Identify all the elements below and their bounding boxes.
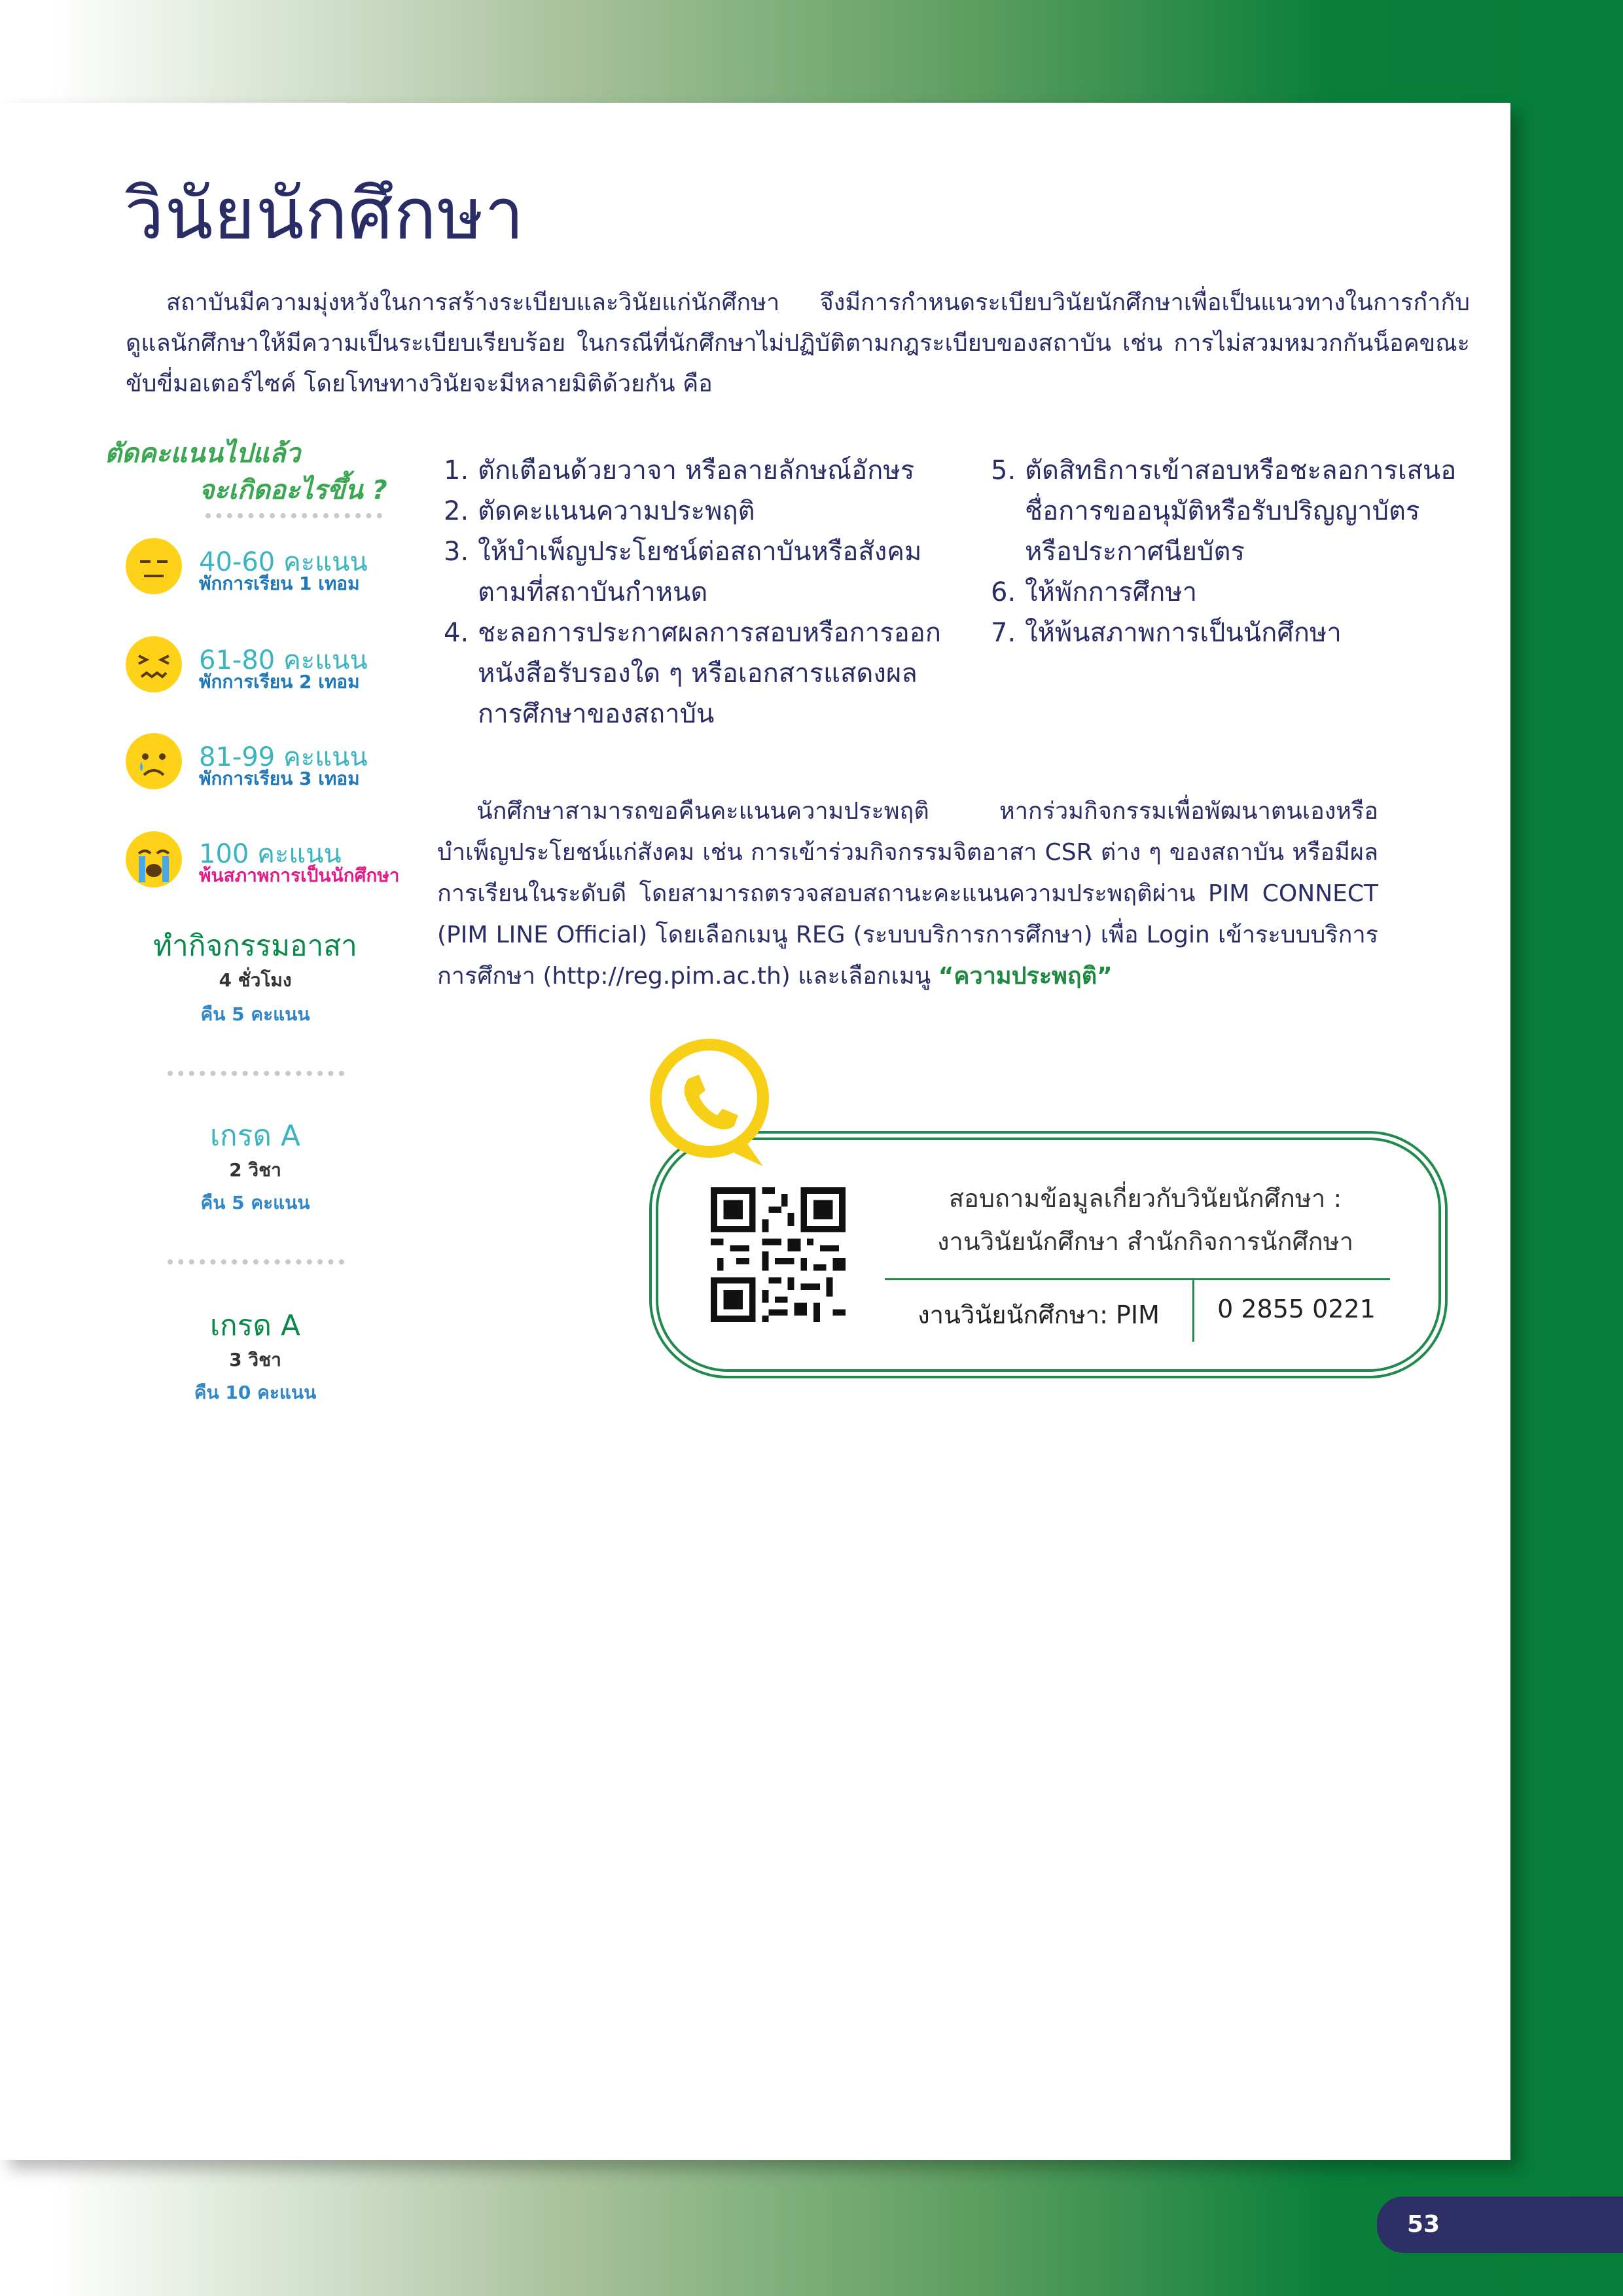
list-item xyxy=(444,450,941,491)
activity-title: เกรด A xyxy=(210,1119,300,1153)
activity-restore: คืน 5 คะแนน xyxy=(200,1192,310,1213)
sidebar-question-line2: จะเกิดอะไรขึ้น ? xyxy=(199,475,387,505)
level-penalty: พักการเรียน 3 เทอม xyxy=(199,768,360,789)
divider xyxy=(168,1259,344,1265)
confounded-face-icon xyxy=(126,636,182,692)
level-penalty: พ้นสภาพการเป็นนักศึกษา xyxy=(199,865,400,886)
activity-detail: 2 วิชา xyxy=(229,1159,281,1181)
phone-chat-icon xyxy=(644,1038,775,1169)
level-penalty: พักการเรียน 1 เทอม xyxy=(199,573,360,594)
contact-phone[interactable]: 0 2855 0221 xyxy=(1217,1295,1376,1323)
contact-divider-vertical xyxy=(1192,1280,1194,1342)
list-text: ให้บำเพ็ญประโยชน์ต่อสถาบันหรือสังคมตามที่สถาบันกำหนด xyxy=(478,537,922,607)
penalty-list-col2 xyxy=(991,450,1462,653)
activity-restore: คืน 10 คะแนน xyxy=(194,1382,317,1403)
restore-body: นักศึกษาสามารถขอคืนคะแนนความประพฤติ หากร่วมกิจกรรมเพื่อพัฒนาตนเองหรือบำเพ็ญประโยชน์แก่สังคม เช่น การเข้าร่วมกิจกรรมจิตอาสา CSR ต่าง ๆ ของสถาบัน หรือมีผลการเรียนในระดับดี โดยสามารถตรวจสอบสถานะคะแนนความประพฤติผ่าน PIM CONNECT (PIM LINE Official) โดยเลือกเมนู REG (ระบบบริการการศึกษา) เพื่อ Login เข้าระบบบริการการศึกษา (http://reg.pim.ac.th) และเลือกเมนู xyxy=(437,798,1378,990)
activity-detail: 4 ชั่วโมง xyxy=(219,969,292,991)
contact-line1: สอบถามข้อมูลเกี่ยวกับวินัยนักศึกษา : xyxy=(948,1184,1342,1213)
list-text: ตักเตือนด้วยวาจา หรือลายลักษณ์อักษร xyxy=(478,456,915,486)
level-points: 61-80 คะแนน xyxy=(199,645,368,675)
restore-paragraph xyxy=(437,791,1378,997)
divider xyxy=(205,513,382,518)
list-item xyxy=(444,613,941,734)
list-text: ตัดคะแนนความประพฤติ xyxy=(478,496,755,526)
list-number: 3. xyxy=(444,537,469,567)
divider xyxy=(168,1071,344,1076)
list-number: 6. xyxy=(991,577,1016,607)
level-points: 100 คะแนน xyxy=(199,839,342,869)
contact-unit: งานวินัยนักศึกษา: PIM xyxy=(918,1300,1160,1329)
list-number: 2. xyxy=(444,496,469,526)
list-item xyxy=(991,613,1462,653)
list-number: 7. xyxy=(991,618,1016,648)
list-text: ให้พ้นสภาพการเป็นนักศึกษา xyxy=(1025,618,1342,648)
sidebar-question-line1: ตัดคะแนนไปแล้ว xyxy=(105,439,300,469)
level-penalty: พักการเรียน 2 เทอม xyxy=(199,671,360,692)
list-item xyxy=(991,450,1462,572)
list-text: ชะลอการประกาศผลการสอบหรือการออกหนังสือรับรองใด ๆ หรือเอกสารแสดงผลการศึกษาของสถาบัน xyxy=(478,618,942,729)
intro-paragraph: สถาบันมีความมุ่งหวังในการสร้างระเบียบและวินัยแก่นักศึกษา จึงมีการกำหนดระเบียบวินัยนักศึกษาเพื่อเป็นแนวทางในการกำกับดูแลนักศึกษาให้มีความเป็นระเบียบเรียบร้อย ในกรณีที่นักศึกษาไม่ปฏิบัติตามกฎระเบียบของสถาบัน เช่น การไม่สวมหมวกกันน็อคขณะขับขี่มอเตอร์ไซค์ โดยโทษทางวินัยจะมีหลายมิติด้วยกัน คือ xyxy=(126,289,1470,397)
list-text: ตัดสิทธิการเข้าสอบหรือชะลอการเสนอชื่อการขออนุมัติหรือรับปริญญาบัตรหรือประกาศนียบัตร xyxy=(1025,456,1457,567)
activity-title: ทำกิจกรรมอาสา xyxy=(153,929,357,963)
list-number: 1. xyxy=(444,456,469,486)
loudly-crying-face-icon xyxy=(126,831,182,888)
qr-code-icon xyxy=(711,1187,846,1322)
crying-face-icon xyxy=(126,733,182,789)
page-title: วินัยนักศึกษา xyxy=(124,173,525,255)
restore-highlight: “ความประพฤติ” xyxy=(938,963,1113,990)
list-item xyxy=(991,572,1462,613)
list-item xyxy=(444,531,941,613)
neutral-face-icon xyxy=(126,538,182,594)
contact-divider xyxy=(885,1278,1390,1280)
list-item xyxy=(444,491,941,531)
penalty-list-col1 xyxy=(444,450,941,734)
contact-line2: งานวินัยนักศึกษา สำนักกิจการนักศึกษา xyxy=(936,1227,1354,1256)
page-number: 53 xyxy=(1407,2211,1440,2238)
activity-detail: 3 วิชา xyxy=(229,1349,281,1371)
level-points: 40-60 คะแนน xyxy=(199,547,368,577)
list-number: 5. xyxy=(991,456,1016,486)
activity-title: เกรด A xyxy=(210,1309,300,1342)
list-number: 4. xyxy=(444,618,469,648)
activity-restore: คืน 5 คะแนน xyxy=(200,1003,310,1025)
list-text: ให้พักการศึกษา xyxy=(1025,577,1198,607)
level-points: 81-99 คะแนน xyxy=(199,742,368,772)
